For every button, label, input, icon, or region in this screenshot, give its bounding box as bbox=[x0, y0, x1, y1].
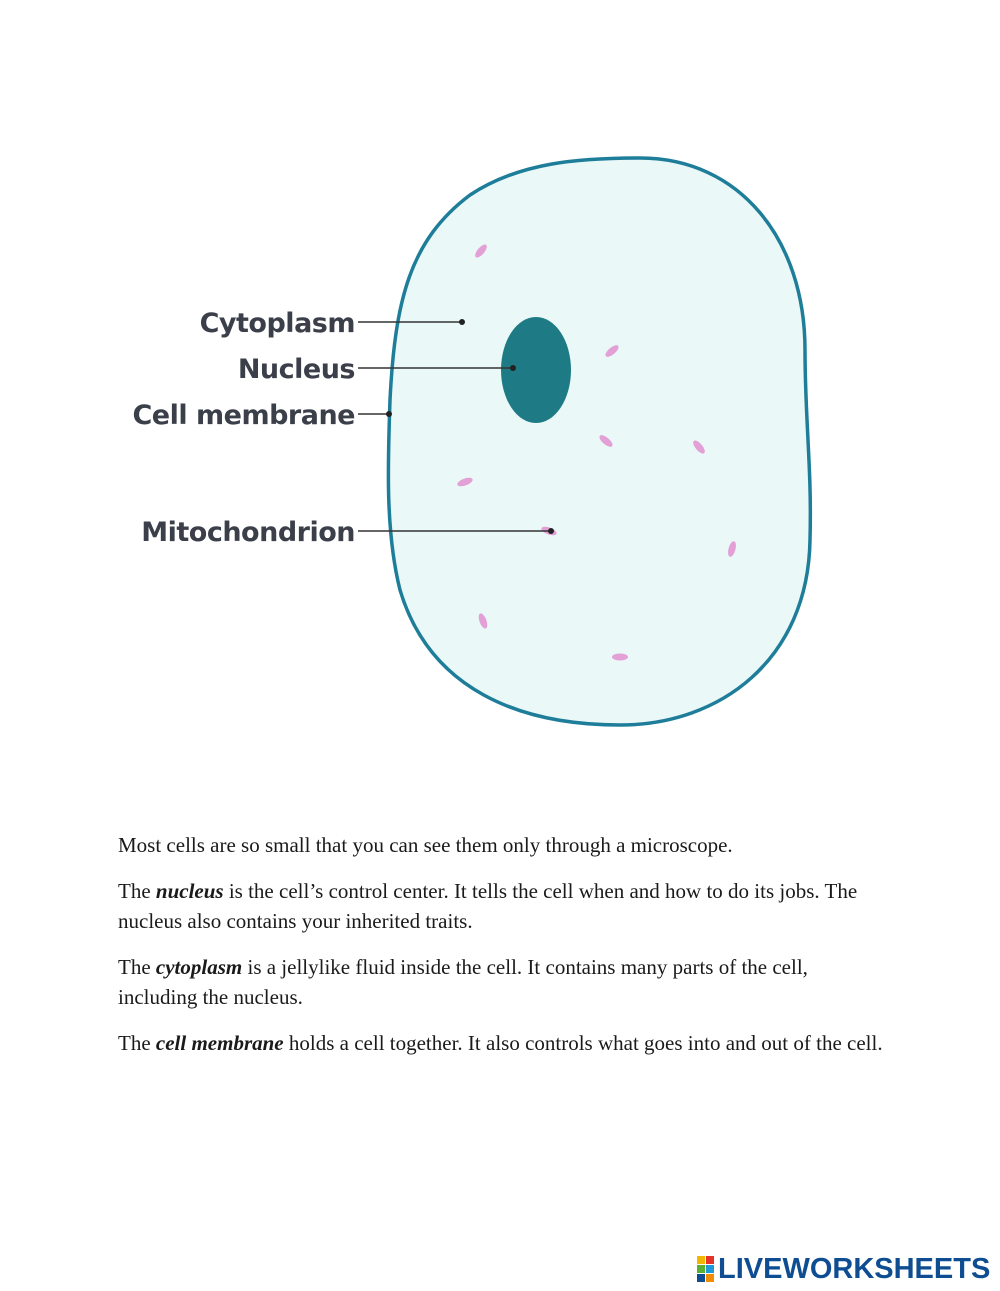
mitochondrion bbox=[612, 654, 628, 661]
label-mitochondrion: Mitochondrion bbox=[141, 517, 355, 548]
leader-dot-membrane bbox=[386, 411, 392, 417]
term-cell-membrane: cell membrane bbox=[155, 1031, 284, 1055]
p2-pre: The bbox=[118, 879, 156, 903]
paragraph-cell-membrane bbox=[118, 1028, 888, 1058]
paragraph-cells-small bbox=[118, 830, 888, 860]
label-cell-membrane: Cell membrane bbox=[132, 400, 355, 431]
term-cytoplasm: cytoplasm bbox=[155, 955, 243, 979]
p3-pre: The bbox=[118, 955, 156, 979]
leader-dot-mitochondrion bbox=[548, 528, 554, 534]
p3-post: is a jellylike fluid inside the cell. It contains many parts of the cell, including the nucleus. bbox=[118, 955, 808, 1009]
label-cytoplasm: Cytoplasm bbox=[199, 308, 355, 339]
brand-text: LIVEWORKSHEETS bbox=[718, 1252, 991, 1285]
paragraph-nucleus bbox=[118, 876, 888, 936]
liveworksheets-logo-icon bbox=[697, 1256, 714, 1282]
leader-dot-nucleus bbox=[510, 365, 516, 371]
term-nucleus: nucleus bbox=[155, 879, 224, 903]
label-nucleus: Nucleus bbox=[237, 354, 355, 385]
leader-dot-cytoplasm bbox=[459, 319, 465, 325]
p1-text: Most cells are so small that you can see them only through a microscope. bbox=[118, 833, 733, 857]
brand-logo[interactable] bbox=[697, 1252, 990, 1286]
cell-body bbox=[388, 158, 810, 725]
text-block bbox=[118, 830, 888, 1074]
p4-post: holds a cell together. It also controls what goes into and out of the cell. bbox=[283, 1031, 883, 1055]
paragraph-cytoplasm bbox=[118, 952, 888, 1012]
p4-pre: The bbox=[118, 1031, 156, 1055]
p2-post: is the cell’s control center. It tells the cell when and how to do its jobs. The nucleus also contains your inherited traits. bbox=[118, 879, 858, 933]
